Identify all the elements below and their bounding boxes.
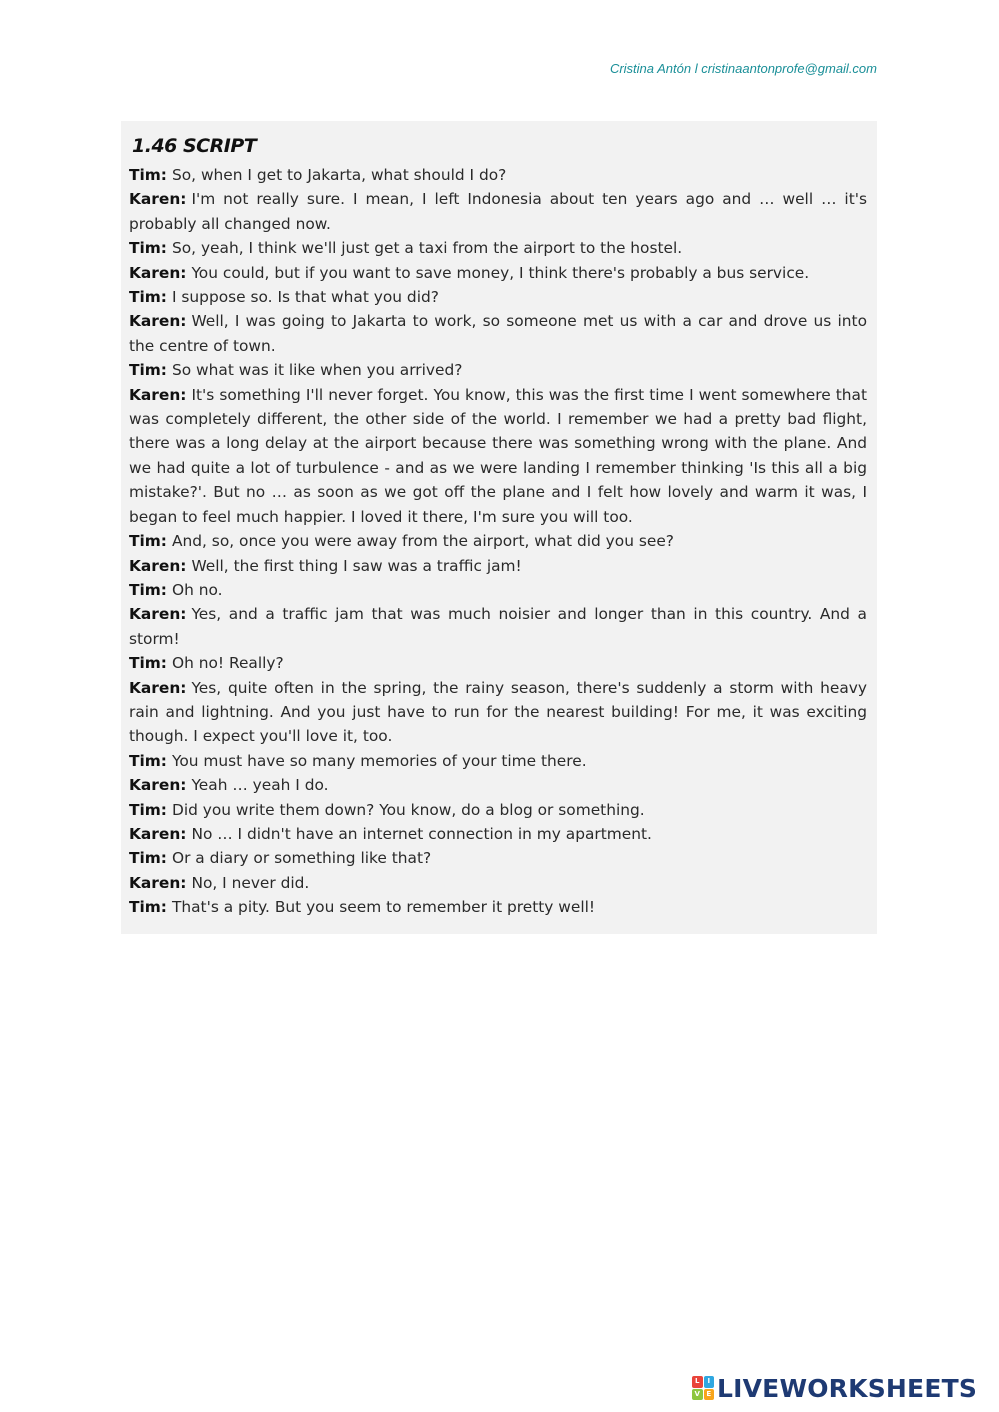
- speaker-name: Tim:: [129, 898, 167, 917]
- dialogue-line: [129, 798, 867, 822]
- dialogue-line: [129, 651, 867, 675]
- author-credit: Cristina Antón l cristinaantonprofe@gmail.com: [609, 61, 877, 76]
- dialogue-line: [129, 529, 867, 553]
- dialogue-line: [129, 163, 867, 187]
- dialogue-text: Did you write them down? You know, do a blog or something.: [171, 800, 645, 819]
- speaker-name: Tim:: [129, 532, 167, 551]
- dialogue-line: [129, 871, 867, 895]
- liveworksheets-logo[interactable]: [692, 1373, 977, 1403]
- dialogue-text: You must have so many memories of your time there.: [171, 751, 587, 770]
- dialogue-line: [129, 383, 867, 529]
- speaker-name: Karen:: [129, 312, 187, 331]
- speaker-name: Tim:: [129, 800, 167, 819]
- dialogue-line: [129, 358, 867, 382]
- dialogue-line: [129, 676, 867, 749]
- speaker-name: Tim:: [129, 849, 167, 868]
- logo-text: LIVEWORKSHEETS: [717, 1373, 978, 1403]
- dialogue-text: Or a diary or something like that?: [171, 849, 432, 868]
- speaker-name: Karen:: [129, 776, 187, 795]
- dialogue-line: [129, 773, 867, 797]
- dialogue-line: [129, 578, 867, 602]
- dialogue-line: [129, 602, 867, 651]
- speaker-name: Tim:: [129, 288, 167, 307]
- speaker-name: Karen:: [129, 385, 187, 404]
- speaker-name: Tim:: [129, 751, 167, 770]
- dialogue-text: Oh no! Really?: [171, 654, 284, 673]
- dialogue-text: Yes, quite often in the spring, the rainy season, there's suddenly a storm with heavy rain and lightning. And you just have to run for the nearest building! For me, it was exciting though. I expect you'll love it, too.: [129, 678, 867, 746]
- dialogue-text: Oh no.: [171, 580, 223, 599]
- dialogue-line: [129, 895, 867, 919]
- dialogue-text: Well, I was going to Jakarta to work, so someone met us with a car and drove us into the centre of town.: [129, 312, 867, 355]
- dialogue-line: [129, 285, 867, 309]
- speaker-name: Tim:: [129, 239, 167, 258]
- dialogue-text: And, so, once you were away from the airport, what did you see?: [171, 532, 674, 551]
- speaker-name: Tim:: [129, 654, 167, 673]
- dialogue-line: [129, 822, 867, 846]
- dialogue-text: No … I didn't have an internet connection in my apartment.: [191, 824, 652, 843]
- speaker-name: Tim:: [129, 361, 167, 380]
- dialogue-line: [129, 554, 867, 578]
- dialogue-text: So, yeah, I think we'll just get a taxi from the airport to the hostel.: [171, 239, 683, 258]
- speaker-name: Karen:: [129, 824, 187, 843]
- dialogue-line: [129, 749, 867, 773]
- dialogue-text: You could, but if you want to save money, I think there's probably a bus service.: [191, 263, 810, 282]
- speaker-name: Karen:: [129, 605, 187, 624]
- dialogue-line: [129, 846, 867, 870]
- dialogue-text: It's something I'll never forget. You know, this was the first time I went somewhere that was completely different, the other side of the world. I remember we had a pretty bad flight, there was a long delay at the airport because there was something wrong with the plane. And we had quite a lot of turbulence - and as we were landing I remember thinking 'Is this all a big mistake?'. But no … as soon as we got off the plane and I felt how lovely and warm it was, I began to feel much happier. I loved it there, I'm sure you will too.: [129, 385, 867, 526]
- speaker-name: Karen:: [129, 678, 187, 697]
- dialogue-list: [129, 163, 867, 920]
- speaker-name: Karen:: [129, 556, 187, 575]
- dialogue-text: Yeah … yeah I do.: [191, 776, 329, 795]
- speaker-name: Karen:: [129, 873, 187, 892]
- dialogue-text: Yes, and a traffic jam that was much noisier and longer than in this country. And a storm!: [129, 605, 867, 648]
- dialogue-text: That's a pity. But you seem to remember it pretty well!: [171, 898, 596, 917]
- dialogue-text: Well, the first thing I saw was a traffic jam!: [191, 556, 522, 575]
- speaker-name: Karen:: [129, 190, 187, 209]
- liveworksheets-logo-icon: L I V E: [692, 1376, 714, 1400]
- dialogue-line: [129, 309, 867, 358]
- dialogue-text: I suppose so. Is that what you did?: [171, 288, 439, 307]
- dialogue-line: [129, 187, 867, 236]
- speaker-name: Tim:: [129, 580, 167, 599]
- dialogue-text: So, when I get to Jakarta, what should I do?: [171, 166, 507, 184]
- speaker-name: Karen:: [129, 263, 187, 282]
- speaker-name: Tim:: [129, 166, 167, 184]
- dialogue-text: I'm not really sure. I mean, I left Indonesia about ten years ago and … well … it's probably all changed now.: [129, 190, 867, 233]
- dialogue-text: No, I never did.: [191, 873, 310, 892]
- dialogue-line: [129, 261, 867, 285]
- script-title: 1.46 SCRIPT: [132, 135, 257, 157]
- script-panel: [121, 121, 877, 934]
- dialogue-line: [129, 236, 867, 260]
- dialogue-text: So what was it like when you arrived?: [171, 361, 463, 380]
